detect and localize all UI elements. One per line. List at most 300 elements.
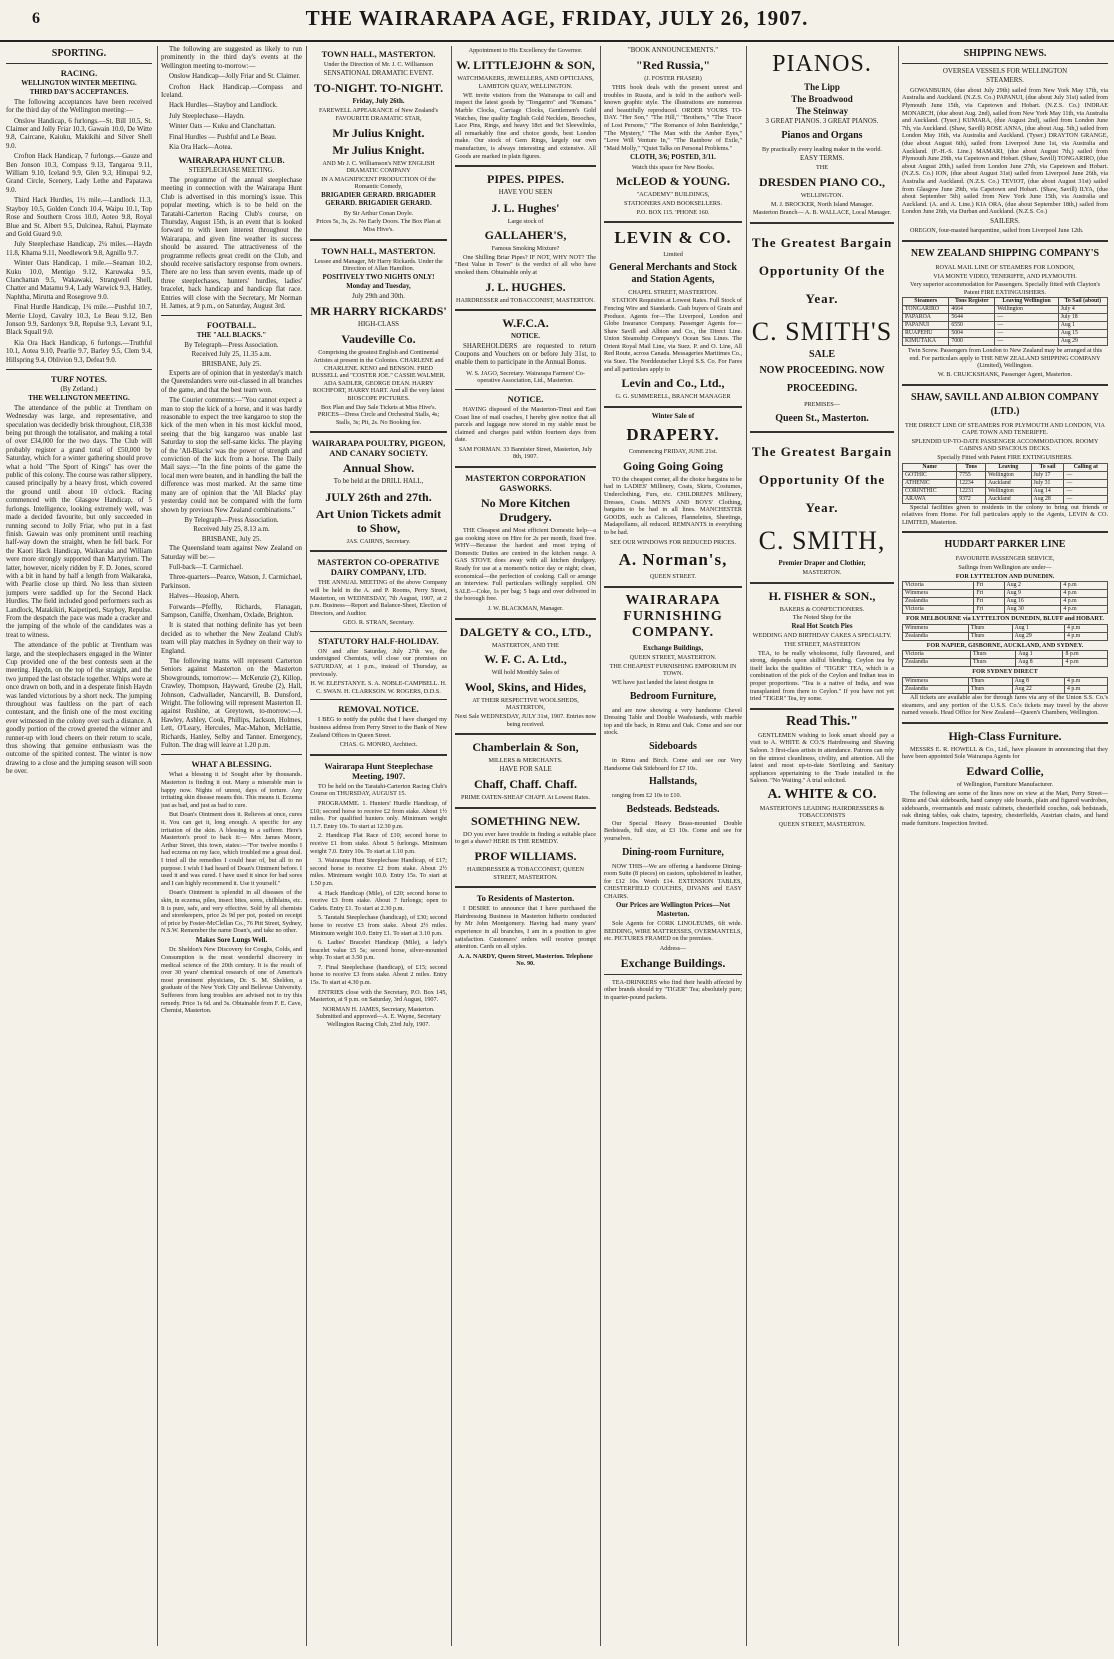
table-cell: — bbox=[1064, 487, 1108, 495]
advert-title: "Red Russia," bbox=[635, 58, 710, 73]
table-cell: Thurs bbox=[971, 659, 1016, 667]
article-paragraph: July Steeplechase Handicap, 2¼ miles.—Haydn 11.8, Khama 9.11, Needlework 9.8, Agnillo 9.7. bbox=[6, 241, 152, 257]
advert-line: FOR MELBOURNE via LYTTELTON DUNEDIN, BLUFF and HOBART. bbox=[906, 615, 1104, 623]
advert-heading: WHAT A BLESSING. bbox=[191, 759, 272, 770]
table-row bbox=[903, 306, 1108, 314]
article-paragraph: Crofton Hack Handicap.—Compass and Iceland. bbox=[161, 83, 302, 100]
advert-text: MESSRS E. R. HOWELL & Co., Ltd., have pleasure in announcing that they have been appointed Sole Wairarapa Agents for bbox=[902, 745, 1108, 761]
advert-text: GENTLEMEN wishing to look smart should pay a visit to A. WHITE & CO.'S Hairdressing and Shaving Saloon. 3 first-class artists in attendance. Patrons can rely on the utmost cleanliness, civility, and attention. All the latest and most up-to-date Sterilizing and Sanitary appliances appertaining to the Trade installed in the Saloon. "No Waiting." A trial solicited. bbox=[750, 731, 894, 785]
advert-line: POSITIVELY TWO NIGHTS ONLY! bbox=[322, 273, 435, 281]
advert-title: Art Union Tickets admit to Show, bbox=[315, 506, 442, 535]
advert-text: The following are some of the lines now on view at the Mart, Perry Street—Rimu and Oak sideboards, hand canopy side boards, plain and figured wardrobes, sideboards, overmantels and music cabinets, chesterfield couches, oak bedsteads, oak dining tables, oak chairs, tapestry, chesterfields, Austrian chairs, and hand made furniture. Inspection Invited. bbox=[902, 789, 1108, 827]
table-cell: 12234 bbox=[957, 479, 986, 487]
advert-title: PROF WILLIAMS. bbox=[474, 848, 577, 863]
advert-title: HUDDART PARKER LINE bbox=[944, 539, 1066, 551]
advert-title: MR HARRY RICKARDS' bbox=[310, 303, 447, 318]
table-header: To Sail (about) bbox=[1058, 298, 1107, 306]
article-subheading: STEEPLECHASE MEETING. bbox=[188, 167, 275, 175]
byline: By Telegraph—Press Association. bbox=[184, 341, 279, 349]
advert-heading: MASTERTON CORPORATION GASWORKS. bbox=[465, 473, 586, 494]
advert-text: and are now showing a very handsome Chevel Dressing Table and Double Washstands, with marble top and tile back, in Rimu and Oak. Come and see our stock. bbox=[604, 706, 742, 737]
advert-text: Dr. Sheldon's New Discovery for Coughs, Colds, and Consumption is the most wonderful discovery in medical science of the 20th century. It is the result of over 30 years' chemical research of one of America's most prominent physicians, Dr. S. M. Sheldon, a graduate of the New York City and Bellevue University. Sufferers from lung troubles are advised not to try this remedy. Price 1s 6d. and 3s. Obtainable from F. E. Cave, Chemist, Masterton. bbox=[161, 946, 302, 1015]
table-cell: Fri bbox=[974, 606, 1004, 614]
table-cell: Aug 29 bbox=[1058, 338, 1107, 346]
advert-line: THE STREET, MASTERTON bbox=[783, 640, 861, 648]
table-row bbox=[903, 632, 1108, 640]
table-cell: Victoria bbox=[903, 651, 971, 659]
table-cell: Wellington bbox=[986, 487, 1031, 495]
table-cell: Aug 30 bbox=[1004, 606, 1061, 614]
huddart-melbourne-table bbox=[902, 624, 1108, 641]
table-header: To sail bbox=[1031, 463, 1064, 471]
page-number: 6 bbox=[32, 10, 40, 27]
article-paragraph: Final Hurdles — Pushful and Le Beau. bbox=[169, 133, 277, 141]
shipping-list: OREGON, four-masted barquentine, sailed from Liverpool June 12th. bbox=[910, 227, 1084, 235]
advert-line: PREMISES— bbox=[804, 401, 840, 409]
table-cell: PAPAROA bbox=[903, 314, 949, 322]
advert-title: Mr Julius Knight. bbox=[332, 142, 425, 157]
table-cell: Aug 14 bbox=[1031, 487, 1064, 495]
advert-text: HAVING disposed of the Masterton-Tinui and East Coast line of mail coaches, I hereby give notice that all parcels and luggage now stored in my stable must be claimed and charges paid within fourteen days from date. bbox=[455, 405, 596, 444]
article-heading: THE "ALL BLACKS." bbox=[196, 332, 267, 340]
advert-line: MASTERTON, AND THE bbox=[492, 641, 559, 649]
table-cell: Aug 1 bbox=[1058, 322, 1107, 330]
table-cell: 5644 bbox=[949, 314, 995, 322]
table-cell: July 18 bbox=[1058, 314, 1107, 322]
table-cell: Zealandia bbox=[903, 659, 971, 667]
advert-line: BRIGADIER GERARD. BRIGADIER GERARD. BRIGADIER GERARD. bbox=[321, 191, 436, 208]
advert-title: NEW ZEALAND SHIPPING COMPANY'S bbox=[910, 247, 1100, 259]
table-cell: Aug 8 bbox=[1016, 659, 1063, 667]
advert-text: All tickets are available also for through fares via any of the Union S.S. Co.'s steamers, and any portion of the U.S.S. Co.'s tickets may travel by the above named vessels. Head Office for New Zealand—Queen's Chambers, Wellington. bbox=[902, 693, 1108, 717]
table-cell: — bbox=[995, 330, 1058, 338]
table-cell: Thurs bbox=[968, 685, 1012, 693]
advert-heading: MASTERTON CO-OPERATIVE DAIRY COMPANY, LTD. bbox=[317, 557, 440, 578]
advert-line: WELLINGTON. bbox=[800, 192, 844, 199]
advert-title: LEVIN & CO. bbox=[614, 228, 732, 248]
advert-line: LAMBTON QUAY, WELLINGTON. bbox=[478, 83, 573, 91]
table-row bbox=[903, 659, 1108, 667]
article-paragraph: The following acceptances have been received for the third day of the Wellington meeting:— bbox=[6, 98, 152, 115]
advert-line: FAVOURITE PASSENGER SERVICE, bbox=[955, 555, 1055, 563]
table-cell: 8 p.m bbox=[1063, 651, 1108, 659]
nzsc-sailings-table bbox=[902, 297, 1108, 346]
table-cell: Fri bbox=[974, 590, 1004, 598]
table-cell: ARAWA bbox=[903, 495, 957, 503]
advert-line: The Lipp bbox=[804, 82, 840, 92]
advert-title: No More Kitchen Drudgery. bbox=[480, 496, 571, 525]
advert-line: QUEEN STREET, MASTERTON. bbox=[778, 821, 866, 829]
advert-signature: W. S. JAGO, Secretary. Wairarapa Farmers' Co-operative Association, Ltd., Masterton. bbox=[466, 369, 585, 385]
advert-line: HAVE YOU SEEN bbox=[498, 189, 553, 197]
table-cell: TONGARIRO bbox=[903, 306, 949, 314]
advert-signature: CHAS. G. MONRO, Architect. bbox=[339, 741, 418, 749]
advert-line: Sailings from Wellington are under— bbox=[958, 564, 1052, 571]
advert-text: 5. Taratahi Steeplechase (handicap), of £30; second horse to receive £3 from stake. About 2½ miles. Minimum weight 10.0. Entry £1. To start at 3.10 p.m. bbox=[310, 914, 447, 937]
advert-signature: W. B. CRUICKSHANK, Passenger Agent, Masterton. bbox=[937, 371, 1073, 379]
advert-title: Chaff, Chaff. Chaff. bbox=[474, 777, 577, 792]
advert-line: THE CHEAPEST FURNISHING EMPORIUM IN TOWN. bbox=[609, 662, 737, 678]
advert-text: Doan's Ointment is splendid in all diseases of the skin, in eczema, piles, insect bites, sores, chilblains, etc. It is pure, safe, and very effective. Sold by all chemists and storekeepers, price 2s 9d per pot, posted on receipt of price by Foster-McClellan Co., 76 Pitt Street, Sydney, N.S.W. Remember the name Doan's, and take no other. bbox=[161, 889, 302, 935]
advert-line: Commencing FRIDAY, JUNE 21st. bbox=[628, 448, 718, 456]
advert-line: Will hold Monthly Sales of bbox=[491, 669, 560, 677]
table-header: Tons bbox=[957, 463, 986, 471]
advert-title: Edward Collie, bbox=[966, 763, 1044, 778]
advert-line: Premier Draper and Clothier, bbox=[778, 559, 866, 567]
article-paragraph: Kia Ora Hack Handicap, 6 furlongs.—Truthful 10.1, Aotea 9.10, Pearlie 9.7, Barley 9.5, Clem 9.4, Hillspring 9.4, Oblivion 9.3, Defeat 9.0. bbox=[6, 339, 152, 364]
article-subheading: THIRD DAY'S ACCEPTANCES. bbox=[29, 89, 129, 97]
shaw-savill-sailings-table bbox=[902, 463, 1108, 504]
table-cell: GOTHIC bbox=[903, 471, 957, 479]
advert-line: Exchange Buildings, bbox=[642, 644, 704, 652]
table-row bbox=[903, 322, 1108, 330]
table-cell: — bbox=[995, 314, 1058, 322]
advert-text: SHAREHOLDERS are requested to return Coupons and Vouchers on or before July 31st, to enable them to participate in the Annual Bonus. bbox=[455, 342, 596, 367]
table-row bbox=[903, 471, 1108, 479]
advert-text: ENTRIES close with the Secretary, P.O. Box 145, Masterton, at 9 p.m. on Saturday, 3rd August, 1907. bbox=[310, 988, 447, 1004]
table-cell: — bbox=[1064, 495, 1108, 503]
advert-line: SENSATIONAL DRAMATIC EVENT. bbox=[323, 69, 434, 77]
advert-title: PIPES. PIPES. bbox=[486, 172, 564, 187]
table-row bbox=[903, 330, 1108, 338]
article-heading: TURF NOTES. bbox=[51, 374, 107, 384]
table-cell: 4 p.m bbox=[1065, 685, 1108, 693]
table-cell: Zealandia bbox=[903, 598, 974, 606]
advert-title: Read This." bbox=[785, 713, 859, 729]
table-row bbox=[903, 479, 1108, 487]
table-cell: Aug 8 bbox=[1012, 677, 1064, 685]
dateline: Received July 25, 11.35 a.m. bbox=[191, 351, 272, 359]
advert-text: One Shilling Briar Pipes? IF NOT, WHY NOT? The "Best Value in Town" is the verdict of all who have smoked them. Obtainable only at bbox=[455, 253, 596, 276]
table-header: Name bbox=[903, 463, 957, 471]
table-cell: Auckland bbox=[986, 495, 1031, 503]
table-cell: Wellington bbox=[986, 471, 1031, 479]
column-rule bbox=[746, 46, 747, 1646]
section-heading: SHIPPING NEWS. bbox=[963, 48, 1047, 59]
advert-title: JULY 26th and 27th. bbox=[325, 489, 432, 504]
advert-text: Special facilities given to residents in the colony to bring out friends or relatives from Home. For full particulars apply to the Agents, LEVIN & CO. LIMITED, Masterton. bbox=[902, 503, 1108, 526]
advert-signature: G. G. SUMMERELL, BRANCH MANAGER bbox=[615, 393, 731, 401]
table-row bbox=[903, 487, 1108, 495]
table-row bbox=[903, 314, 1108, 322]
advert-line: Comprising the greatest English and Continental Artistes at present in the Colonies. CHARLENE and CHARLENE. KENO and BENSON. FRED RUSSELL and "COSTER JOE." CASSIE WALMER. ADA SADLER, GEORGE DEAN. HARRY ROCHFORT, HARRY HART. And all the very latest BIOSCOPE PICTURES. bbox=[311, 349, 446, 402]
advert-line: MILLERS & MERCHANTS. bbox=[488, 757, 563, 765]
huddart-napier-table bbox=[902, 650, 1108, 667]
advert-line: THE DIRECT LINE OF STEAMERS FOR PLYMOUTH AND LONDON, VIA CAPE TOWN AND TENERIFFE. bbox=[905, 421, 1105, 437]
advert-text: 3. Wairarapa Hunt Steeplechase Handicap, of £17; second horse to receive £2 from stake. About 2½ miles. Minimum weight 10.0. Entry 15s. To start at 1.50 p.m. bbox=[310, 857, 447, 887]
advert-title: DRESDEN PIANO CO., bbox=[758, 175, 885, 189]
article-paragraph: Final Hurdle Handicap, 1¾ mile.—Pushful 10.7, Merrie Lloyd, Cavalry 10.3, Le Beau 9.12, Ben Jonson 9.9, Sardonyx 9.8, Repulse 9.3, Levant 9.1, Black Squall 9.0. bbox=[6, 304, 152, 337]
advert-title: GALLAHER'S, bbox=[484, 228, 567, 243]
advert-title: Bedsteads. Bedsteads. bbox=[626, 803, 720, 815]
advert-text: STATION Requisites at Lowest Rates. Full Stock of Fencing Wire and Standards. Cash buyers of Grain and Produce. Agents for—The Liverpool, London and Globe Insurance Company. Passenger Agents for—Shaw Savill and Albion and Co., the Direct Line. Union Steamship Company's Ocean Sea Lines. The Orient Royal Mail Line, via Suez. P. and O. Line, All Red Route, across Canada. Messageries Maritimes Co., via Suez. The Norddeutscher Lloyd S.S. Co. For Fares and all particulars apply to bbox=[604, 297, 742, 373]
column-adverts-3 bbox=[310, 46, 447, 1646]
article-subheading: THE WELLINGTON MEETING. bbox=[28, 395, 130, 403]
article-paragraph: Full-back—T. Carmichael. bbox=[169, 563, 243, 571]
advert-line: By practically every leading maker in the world. bbox=[762, 146, 882, 154]
table-cell: July 17 bbox=[1031, 471, 1064, 479]
advert-title: TO-NIGHT. TO-NIGHT. bbox=[313, 81, 444, 95]
article-paragraph: The attendance of the public at Trentham was large, and the steeplechasers engaged in the Winter Cup provided one of the best contests seen at the meeting. Haydn, on the top of the straight, and the two jumped the last obstacle together. Whips were at once drawn on both, and in a desperate finish Haydn was landed victorious by a short neck. The jumping throughout was faultless on the part of each contestant, and the finish one of the most exciting ever witnessed in the colony over such a distance. A goodly portion of the crowd greeted the winner and runner-up with loud cheers on their return to scale, thus showing that genuine enthusiasm was the outcome of the spirited contest. The winter is now drawing to a close and the jumping season will soon be over. bbox=[6, 642, 152, 776]
advert-line: Address— bbox=[659, 945, 687, 953]
advert-text: WE invite visitors from the Wairarapa to call and inspect the latest goods by "Tongariro" and "Kumara." Marble Clocks, Carriage Clocks, Gentlemen's Gold Watches, fine quality English Gold Necklets, Brooches, Lace Pins, Rings, and heavy 18ct and 9ct Sleevelinks, all remarkably fine and choice goods, best London make. Our stock of Gem Rings, largely our own manufacture, is always interesting and extensive. All Goods are marked in plain figures. bbox=[455, 91, 596, 160]
advert-line: STATIONERS AND BOOKSELLERS. bbox=[624, 199, 722, 207]
advert-line: Friday, July 26th. bbox=[352, 98, 405, 105]
advert-line: ROYAL MAIL LINE OF STEAMERS FOR LONDON, bbox=[935, 263, 1075, 271]
advert-heading: TOWN HALL, MASTERTON. bbox=[321, 49, 436, 59]
table-cell: Aug 1 bbox=[1012, 624, 1064, 632]
advert-line: FAREWELL APPEARANCE of New Zealand's FAVOURITE DRAMATIC STAR, bbox=[318, 107, 438, 122]
advert-text: I DESIRE to announce that I have purchased the Hairdressing Business in Masterton hitherto conducted by Mr John Montgomery. Having had many years' experience in all branches, I am in a position to give satisfaction. Customers' orders will receive prompt attention. Cards on all styles. bbox=[455, 905, 596, 951]
advert-title: H. FISHER & SON., bbox=[768, 588, 876, 603]
advert-text: THE Cheapest and Most efficient Domestic help—a gas cooking stove on Hire for 2s per month, fixed free. WHY—Because the hardest and most trying of Domestic Duties are centred in the kitchen range. A GAS STOVE does away with all kitchen drudgery. Ready for use at a moment's notice day or night; clean, economical—the perfection of cooking. Call or arrange an interview. Full particulars willingly supplied. ON SALE—Coke, 1s per bag; 5 bags and over delivered in the borough free. bbox=[455, 527, 596, 603]
advert-title: J. L. HUGHES. bbox=[485, 279, 566, 294]
article-heading: WAIRARAPA HUNT CLUB. bbox=[178, 155, 285, 166]
article-paragraph: It is stated that nothing definite has yet been decided as to whether the New Zealand Club's team will play matches in Sydney on their way to England. bbox=[161, 622, 302, 655]
column-shipping bbox=[902, 46, 1108, 1646]
huddart-sydney-table bbox=[902, 677, 1108, 694]
table-cell: 4 p.m bbox=[1063, 659, 1108, 667]
advert-line: STEAMERS. bbox=[986, 77, 1024, 85]
advert-title: DRAPERY. bbox=[626, 425, 720, 445]
huddart-sailings-table bbox=[902, 581, 1108, 614]
advert-line: of Wellington, Furniture Manufacturer. bbox=[956, 780, 1054, 788]
advert-signature: NORMAN H. JAMES, Secretary, Masterton. Submitted and approved—A. E. Wayne, Secretary Wellington Racing Club, 23rd July, 1907. bbox=[316, 1005, 441, 1029]
advert-text: TO be held on the Taratahi-Carterton Racing Club's Course on THURSDAY, AUGUST 15. bbox=[310, 782, 447, 798]
advert-title: Mr Julius Knight. bbox=[332, 125, 425, 140]
table-row bbox=[903, 590, 1108, 598]
article-paragraph: Onslow Handicap—Jolly Friar and St. Claimer. bbox=[169, 73, 301, 81]
table-header: Leaving Wellington bbox=[995, 298, 1058, 306]
advert-line: MASTERTON'S LEADING HAIRDRESSERS & TOBACCONISTS bbox=[759, 804, 885, 820]
table-cell: 4 p.m bbox=[1061, 590, 1108, 598]
advert-line: Very superior accommodation for Passengers. Specially fitted with Clayton's Patent FIRE EXTINGUISHERS. bbox=[910, 281, 1100, 296]
table-row bbox=[903, 685, 1108, 693]
byline: By Telegraph—Press Association. bbox=[184, 516, 279, 524]
article-paragraph: Forwards—Pfeffly, Richards, Flanagan, Sampson, Caniffe, Oxenham, Oxlade, Brighton. bbox=[161, 603, 302, 619]
advert-line: BAKERS & CONFECTIONERS. bbox=[779, 605, 865, 613]
advert-line: The Steinway bbox=[795, 106, 849, 116]
advert-line: Specially Fitted with Patent FIRE EXTINGUISHERS. bbox=[937, 454, 1073, 462]
article-paragraph: Experts are of opinion that in yesterday's match the Queenslanders were out-classed in all branches of the game, and that the best team won. bbox=[161, 370, 302, 394]
advert-heading: REMOVAL NOTICE. bbox=[338, 704, 419, 715]
table-cell: Zealandia bbox=[903, 632, 969, 640]
column-rule bbox=[600, 46, 601, 1646]
advert-line: Real Hot Scotch Pies bbox=[791, 622, 853, 630]
table-cell: Aug 2 bbox=[1004, 582, 1061, 590]
article-paragraph: Three-quarters—Pearce, Watson, J. Carmichael, Parkinson. bbox=[161, 574, 302, 590]
advert-text: 7. Final Steeplechase (handicap), of £15; second horse to receive £3 from stake. About 2 miles. Entry 15s. To start at 4.30 p.m. bbox=[310, 963, 447, 987]
advert-text: 2. Handicap Flat Race of £10; second horse to receive £1 from stake. About 5 furlongs. Minimum weight 7.0. Entry 10s. To start at 1.10 p.m. bbox=[310, 832, 447, 855]
table-cell: ATHENIC bbox=[903, 479, 957, 487]
shipping-list: GOWANBURN, (due about July 29th) sailed from New York May 17th, via Australia and Auckland. (N.Z.S. Co.) PAPANUI, (due about July 31st) sailed from Plymouth June 15th, via Capetown and Hobart. (N.Z.S. Co.) INDRAE MONARCH, (due about Aug. 2nd), sailed from New York May 11th, via Australia and Auckland. (Tyser.) KUMARA, (due August 2nd), sailed from London June 7th, via Auckland. (Shaw, Savill) ROSE ANNA, (due about Aug. 5th,) sailed from London May 16th, via Australia and Auckland. (Tyser.) DRAYTON GRANGE, (due about August 6th), sailed from Liverpool June 1st, via Australia and Auckland. (F.-H.-S. Line.) MAMARI, (due about August 7th,) sailed from Plymouth June 29th, via Capetown and Hobart. (Shaw, Savill) TONGARIRO, (due about August 20th,) sailed from London June 27th, via Capetown and Hobart. (N.Z.S. Co.) ION, (due about August 31st) sailed from Liverpool June 26th, via Australia and Auckland. (N.Z.S. Co.) TEVIOT, (due about August 31st) sailed from Glasgow June 29th, via Capetown and Hobart. (Shaw, Savill) ILYA, (due about September 5th) sailed from New York June 15th, via Australia and Auckland. (A. and A. Line.) KIA ORA, (due about September 18th,) sailed from London June 26th, via Durban and Auckland. (N.Z.S. Co.) bbox=[902, 86, 1108, 216]
advert-line: SEE OUR WINDOWS FOR REDUCED PRICES. bbox=[609, 538, 737, 546]
advert-title: The Greatest Bargain Opportunity Of the Year. bbox=[751, 443, 893, 515]
dateline: BRISBANE, July 25. bbox=[201, 360, 262, 368]
advert-line: PRIME OATEN-SHEAF CHAFF. At Lowest Rates. bbox=[461, 794, 590, 802]
advert-text: DO you ever have trouble in finding a suitable place to get a shave? HERE IS THE REMEDY. bbox=[455, 830, 596, 846]
table-cell: Aug 1 bbox=[1016, 651, 1063, 659]
table-row bbox=[903, 338, 1108, 346]
advert-line: AND Mr J. C. Williamson's NEW ENGLISH DRAMATIC COMPANY bbox=[322, 159, 435, 175]
advert-text: 6. Ladies' Bracelet Handicap (Mile), a lady's bracelet value £5 5s; second horse, silver-mounted whip. To start at 3.50 p.m. bbox=[310, 939, 447, 962]
advert-title: The Greatest Bargain Opportunity Of the Year. bbox=[751, 234, 893, 306]
table-cell: Wellington bbox=[995, 306, 1058, 314]
advert-line: Masterton Branch— A. B. WALLACE, Local Manager. bbox=[752, 209, 892, 217]
table-cell: Victoria bbox=[903, 582, 974, 590]
advert-title: C. SMITH, bbox=[758, 525, 886, 555]
advert-line: Famous Smoking Mixture? bbox=[491, 245, 560, 253]
table-row bbox=[903, 606, 1108, 614]
article-paragraph: Hack Hurdles—Stayboy and Landlock. bbox=[169, 102, 278, 110]
table-cell: PAPANUI bbox=[903, 322, 949, 330]
table-cell: 5004 bbox=[949, 330, 995, 338]
table-cell: Aug 28 bbox=[1031, 495, 1064, 503]
advert-text: 4. Hack Handicap (Mile), of £20; second horse to receive £3 from stake. About 7 furlongs; open to Cadets. Entry £1. To start at 2.30 p.m. bbox=[310, 889, 447, 912]
article-paragraph: The attendance of the public at Trentham on Wednesday was large, and representative, and speculation was decidedly brisk throughout, £18,338 being put through the totalisator, and making a total of over £34,000 for the two days. The Club will probably register a grand total of £50,000 by Saturday, which for a winter gathering should prove what a hold "The Sport of Kings" has over the public of this colony. The course was rather slippery, caused principally by a heavy frost, which covered the ground until about 10 o'clock. Racing commenced with the Glasgow Handicap, of 5 furlongs. Intelligence, looking extremely well, was made a decided favourite, but only succeeded in running second to Jolly Friar, who put in a fast finish. Gawain was only prominent until reaching half-way down the straight, when he fell back. For the Kaori Hack Handicap, Waikaraka and William were more strongly supported than Martyrium. The latter, however, nicely ridden by F. D. Jones, scored with a bit in hand by half a length from Waikaraka, with Pearlie close up third. No less than sixteen jumpers were saddled up for the Second Hack Hurdles. The field included good performers such as Landlock, Matakikiri, Kaipetipeti, Stayboy, Repulse. From the despatch the pace was made a cracker and the jumping of the whole of the candidates was a treat to witness. bbox=[6, 404, 152, 639]
advert-title: W. F. C. A. Ltd., bbox=[484, 652, 567, 667]
table-cell: Aug 29 bbox=[1012, 632, 1064, 640]
advert-line: To be held at the DRILL HALL, bbox=[333, 478, 424, 486]
advert-signature: J. W. BLACKMAN, Manager. bbox=[487, 605, 564, 612]
advert-text: ranging from £2 10s to £10. bbox=[612, 792, 682, 800]
advert-line: FOR LYTTELTON AND DUNEDIN. bbox=[955, 572, 1055, 580]
advert-text: WE have just landed the latest designs in bbox=[612, 678, 714, 686]
table-cell: Thurs bbox=[968, 632, 1012, 640]
advert-line: Next Sale WEDNESDAY, JULY 31st, 1907. Entries now being received. bbox=[455, 712, 596, 728]
article-paragraph: The Queensland team against New Zealand on Saturday will be:— bbox=[161, 545, 302, 561]
advert-title: C. SMITH'S bbox=[751, 316, 893, 346]
column-news bbox=[161, 46, 302, 1646]
column-rule bbox=[157, 46, 158, 1646]
table-cell: KIMUTAKA bbox=[903, 338, 949, 346]
table-cell: 6550 bbox=[949, 322, 995, 330]
advert-signature: H. W. ELEFSTANYE. S. A. NOBLE-CAMPBELL. H. C. SWAN. H. CLARKSON. W. ROGERS, D.D.S. bbox=[310, 680, 447, 695]
advert-heading: STATUTORY HALF-HOLIDAY. bbox=[318, 635, 439, 646]
table-row bbox=[903, 651, 1108, 659]
article-paragraph: Third Hack Hurdles, 1½ mile.—Landlock 11.3, Stayboy 10.5, Golden Conch 10.4, Waipu 10.1, Top Rose and Southern Cross 10.0, Aoteo 9.8, Royal Blue and St. Albert 9.5, Dulcinea, Rahui, Playmate and Gold Guard 9.0. bbox=[6, 197, 152, 238]
advert-line: SPLENDID UP-TO-DATE PASSENGER ACCOMMODATION. ROOMY CABINS AND SPACIOUS DECKS. bbox=[911, 437, 1099, 453]
advert-heading: Makes Sore Lungs Well. bbox=[195, 936, 268, 944]
advert-title: DALGETY & CO., LTD., bbox=[459, 624, 592, 639]
byline: (By Zetland.) bbox=[60, 386, 98, 393]
advert-line: WEDDING AND BIRTHDAY CAKES A SPECIALTY. bbox=[752, 632, 892, 640]
advert-title: Hallstands, bbox=[648, 776, 698, 788]
advert-line: NOTICE. bbox=[511, 333, 540, 341]
masthead bbox=[0, 0, 1114, 42]
advert-title: Exchange Buildings. bbox=[620, 955, 726, 970]
table-cell: Thurs bbox=[968, 677, 1012, 685]
advert-title: PIANOS. bbox=[772, 51, 872, 77]
advert-text: What a blessing it is! Sought after by thousands. Masterton is finding it out. Many a miserable man is happy now. Nights of unrest, days of torture. Any irritating skin disease means this. This means it. Eczema just as bad, and just as bad to cure. bbox=[161, 771, 302, 809]
advert-line: The Broadwood bbox=[791, 94, 853, 104]
table-cell: RUAPEHU bbox=[903, 330, 949, 338]
article-paragraph: The Courier comments:—"You cannot expect a man to stop the kick of a horse, and it was hardly reasonable to expect the tree kangaroo to stop the kick of the men when in his most kickful mood, seeing that the big kangaroo was unable last Saturday to stop the self-same kicks. The playing of the 'All-Blacks' was the power of strength and conviction of the kick from a horse. The Daily Mail says:—"In the fine points of the game the local men were beaten, and in handling the ball the difference was most marked. At the same time many are of opinion that the 'All Blacks' play yesterday could not be compared with the form shown by previous New Zealand combinations." bbox=[161, 397, 302, 514]
advert-line: IN A MAGNIFICENT PRODUCTION Of the Romantic Comedy, bbox=[321, 175, 436, 191]
advert-line: SAILERS. bbox=[990, 217, 1020, 225]
column-rule bbox=[898, 46, 899, 1646]
section-heading: RACING. bbox=[60, 68, 98, 78]
advert-line: Watch this space for New Books. bbox=[631, 163, 715, 171]
advert-title: Levin and Co., Ltd., bbox=[621, 376, 725, 391]
advert-line: Large stock of bbox=[507, 217, 544, 225]
advert-title: Dining-room Furniture, bbox=[622, 846, 724, 858]
advert-title: Bedroom Furniture, bbox=[629, 690, 717, 702]
advert-line: CLOTH, 3/6; POSTED, 3/11. bbox=[630, 154, 716, 162]
table-row bbox=[903, 582, 1108, 590]
table-cell: July 4 bbox=[1058, 306, 1107, 314]
advert-title: J. L. Hughes' bbox=[491, 200, 560, 215]
advert-line: SALE bbox=[808, 348, 836, 360]
advert-line: Twin Screw. Passengers from London to New Zealand may be arranged at this end. For particulars apply to THE NEW ZEALAND SHIPPING COMPANY (Limited), Wellington. bbox=[907, 347, 1103, 370]
advert-line: Box Plan and Day Sale Tickets at Miss Hive's. PRICES—Dress Circle and Orchestral Stalls, 4s; Stalls, 3s; Pit, 2s. No Booking fee. bbox=[317, 403, 440, 426]
table-cell: Aug 15 bbox=[1058, 330, 1107, 338]
article-paragraph: Onslow Handicap, 6 furlongs.—St. Bill 10.5, St. Claimer and Jolly Friar 10.3, Gawain 10.0, De Witte 9.8, Caircane, Kaiuku, Makikihi and Silver Shell 9.0. bbox=[6, 117, 152, 150]
advert-line: QUEEN STREET, MASTERTON. bbox=[629, 654, 717, 662]
advert-text: But Doan's Ointment does it. Relieves at once, cures it. You can get it, long enough. A specific for any irritation of the skin. A blessing to a sufferer. Here's Masterton's proof to back it:— Mrs James Moore, Arthur Street, this town, states:—"For twelve months I had eczema on my face, which troubled me a great deal. I tried all the remedies I could hear of, but all to no purpose. I wish I had heard of Doan's Ointment before. I used it and was cured. I have used it since for bad sores and I can highly recommend it. Use it yourself." bbox=[161, 811, 302, 887]
table-row bbox=[903, 495, 1108, 503]
table-cell: Thurs bbox=[968, 624, 1012, 632]
advert-heading: To Residents of Masterton. bbox=[476, 893, 575, 904]
table-cell: Victoria bbox=[903, 606, 974, 614]
advert-line: "ACADEMY" BUILDINGS, bbox=[636, 191, 710, 199]
advert-heading: TOWN HALL, MASTERTON. bbox=[321, 245, 436, 256]
advert-title: High-Class Furniture. bbox=[948, 728, 1062, 743]
advert-line: CHAPEL STREET, MASTERTON. bbox=[628, 288, 718, 296]
advert-line: WATCHMAKERS, JEWELLERS, AND OPTICIANS, bbox=[457, 74, 594, 82]
advert-text: Our Special Heavy Brass-mounted Double Bedsteads, full size, at £3 10s. Come and see for yourselves. bbox=[604, 819, 742, 842]
advert-title: SOMETHING NEW. bbox=[471, 813, 580, 828]
table-cell: Aug 16 bbox=[1004, 598, 1061, 606]
advert-title: W.F.C.A. bbox=[502, 316, 549, 331]
table-row bbox=[903, 677, 1108, 685]
table-cell: 4 p.m bbox=[1061, 598, 1108, 606]
advert-text: in Rimu and Birch. Come and see our Very Handsome Oak Sideboard for £7 10s. bbox=[604, 756, 742, 772]
table-cell: 4 p.m bbox=[1065, 624, 1108, 632]
table-cell: July 31 bbox=[1031, 479, 1064, 487]
advert-title: SHAW, SAVILL AND ALBION COMPANY (LTD.) bbox=[911, 391, 1099, 417]
advert-line: Appointment to His Excellency the Governor. bbox=[468, 47, 583, 54]
advert-title: Our Prices are Wellington Prices—Not Masterton. bbox=[615, 902, 731, 918]
table-header: Leaving bbox=[986, 463, 1031, 471]
advert-title: Annual Show. bbox=[342, 461, 415, 476]
advert-line: HAIRDRESSER and TOBACCONIST, MASTERTON. bbox=[456, 296, 595, 304]
advert-title: Vaudeville Co. bbox=[341, 332, 416, 347]
advert-text: TO the cheapest corner, all the choice bargains to be had in LADIES' Millinery, Coats, Skirts, Costumes, Underclothing, Furs, etc. CHILDREN'S Millinery, Dresses, Coats. MEN'S AND BOYS' Clothing, bargains to be had in all lines. MANCHESTER GOODS, such as Calicoes, Flannelettes, Sheetings, Madapollams, all reduced. REMNANTS in everything to be had. bbox=[604, 475, 742, 536]
advert-line: Lessee and Manager, Mr Harry Rickards. Under the Direction of Allan Hamilton. bbox=[314, 257, 443, 273]
advert-title: Sideboards bbox=[649, 740, 697, 752]
article-paragraph: July Steeplechase—Haydn. bbox=[169, 112, 245, 120]
column-adverts-5 bbox=[604, 46, 742, 1646]
table-cell: 4 p.m bbox=[1061, 606, 1108, 614]
dateline: Received July 25, 8.13 a.m. bbox=[193, 526, 270, 534]
column-adverts-4 bbox=[455, 46, 596, 1646]
advert-line: Prices 5s, 3s, 2s. No Early Doors. The Box Plan at Miss Hive's. bbox=[316, 218, 441, 233]
advert-line: Under the Direction of Mr. J. C. Williamson bbox=[323, 61, 434, 68]
advert-line: The Noted Shop for the bbox=[792, 614, 852, 622]
advert-line: Winter Sale of bbox=[651, 412, 695, 420]
advert-text: I BEG to notify the public that I have changed my business address from Perry Street to the Bank of New Zealand Offices in Queen Street. bbox=[310, 716, 447, 739]
table-row bbox=[903, 624, 1108, 632]
advert-title: W. LITTLEJOHN & SON, bbox=[456, 57, 595, 72]
article-paragraph: Crofton Hack Handicap, 7 furlongs.—Gauze and Ben Jonson 10.3, Compass 9.13, Tangaroa 9.11, William 9.10, Iceland 9.9, Glen 9.3, Hinupai 9.2, Grand Circle, Scenery, Lady Lethe and Papatawa 9.0. bbox=[6, 153, 152, 194]
table-cell: Fri bbox=[974, 582, 1004, 590]
advert-line: EASY TERMS. bbox=[799, 155, 845, 162]
advert-line: July 29th and 30th. bbox=[352, 292, 405, 300]
table-row bbox=[903, 598, 1108, 606]
advert-line: (J. FOSTER FRASER) bbox=[644, 75, 702, 83]
advert-text: THE ANNUAL MEETING of the above Company will be held in the A. and P. Rooms, Perry Street, Masterton, on WEDNESDAY, 7th August, 1907, at 2 p.m. Business—Report and Balance-Sheet, Election of Directors, and Auditor. bbox=[310, 579, 447, 617]
